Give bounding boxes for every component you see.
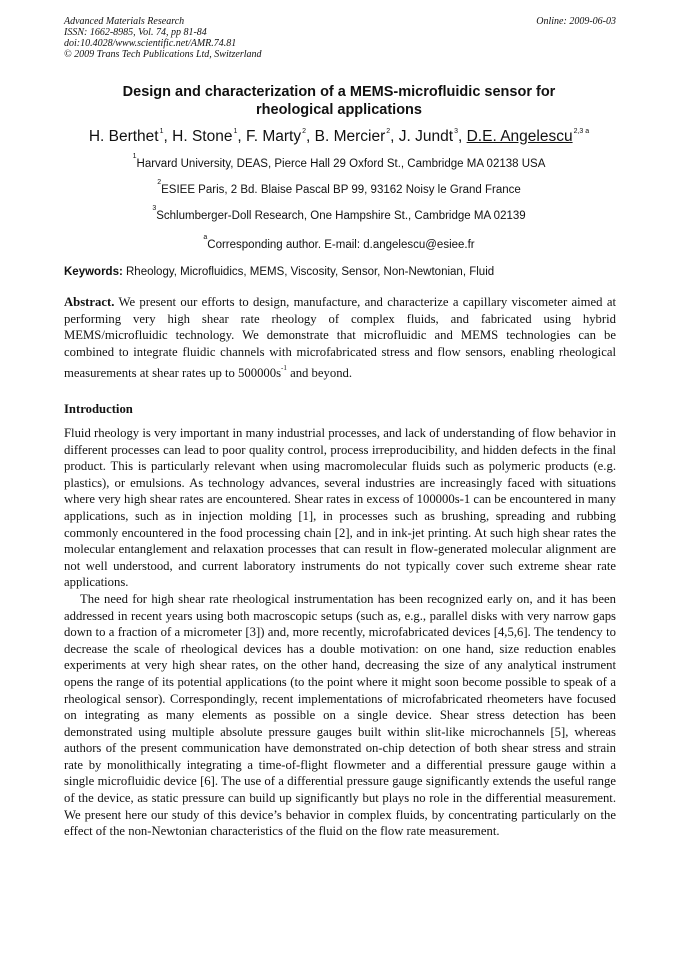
introduction-body [64,425,616,840]
author-affiliation-mark: 1 [159,128,164,135]
author-list [64,122,614,147]
title-line-1: Design and characterization of a MEMS-microfluidic sensor for [122,84,556,100]
affiliation-mark: a [203,234,208,241]
author-affiliation-mark: 2 [386,128,391,135]
author-separator: , [457,128,467,145]
author-separator: , [390,128,399,145]
keywords-list: Rheology, Microfluidics, MEMS, Viscosity, Sensor, Non-Newtonian, Fluid [126,266,495,278]
online-date: Online: 2009-06-03 [536,16,616,27]
author-affiliation-mark: 2,3 a [573,128,590,135]
corresponding-author: D.E. Angelescu [466,128,573,145]
affiliation-text: Schlumberger-Doll Research, One Hampshire St., Cambridge MA 02139 [156,210,526,222]
affiliation-2 [64,176,614,197]
author: H. Berthet [88,128,159,145]
abstract-unit-exponent: -1 [281,364,287,373]
paper-title [64,83,614,119]
affiliation-mark: 3 [152,205,157,212]
author-affiliation-mark: 2 [302,128,307,135]
affiliation-1 [64,150,614,171]
author: B. Mercier [314,128,386,145]
affiliation-mark: 1 [132,153,137,160]
author: H. Stone [172,128,233,145]
affiliation-mark: 2 [157,179,162,186]
affiliation-text: Harvard University, DEAS, Pierce Hall 29 Oxford St., Cambridge MA 02138 USA [136,158,546,170]
issn-line: ISSN: 1662-8985, Vol. 74, pp 81-84 [64,27,207,38]
abstract [64,294,616,382]
author-affiliation-mark: 3 [454,128,458,135]
affiliation-text: Corresponding author. E-mail: d.angelescu@esiee.fr [207,239,475,251]
keywords-label: Keywords: [64,266,123,278]
affiliation-3 [64,202,614,223]
paragraph: Fluid rheology is very important in many industrial processes, and lack of understanding of flow behavior in different processes can lead to poor quality control, process irreproducibility, and hidden defects in the final product. This is particularly relevant when using macromolecular fluids such as polymeric products (e.g. plastics), or emulsions. As technology advances, several industries are increasingly faced with situations where very high shear rates are encountered. Shear rates in excess of 100000s-1 can be encountered in many applications, such as in injection molding [1], in processes such as brushing, spreading and rubbing commonly encountered in the food processing chain [2], and in ink-jet printing. At such high shear rates the molecular entanglement and relaxation processes that can result in flow-generated molecular alignment are not well understood, and current laboratory instruments do not typically cover such extreme shear rate applications. [64,426,616,590]
journal-name: Advanced Materials Research [64,16,185,27]
journal-header [64,16,616,60]
paragraph: The need for high shear rate rheological instrumentation has been recognized early on, and it has been addressed in recent years using both macroscopic setups (such as, e.g., parallel disks with very narrow gaps down to a fraction of a micrometer [3]) and, more recently, microfabricated devices [4,5,6]. The tendency to decrease the scale of rheological devices has a double motivation: on one hand, size reduction enables experiments at very high shear rates, on the other hand, decreasing the size of any analytical instrument opens the range of its potential applications (to the point where it might soon become possible to speak of a rheological sensor). Correspondingly, recent implementations of microfabricated rheometers have focused on integrating as many elements as possible on a single device. Shear stress detection has been demonstrated using multiple absolute pressure gauges built within slit-like microchannels [5], whereas authors of the present communication have demonstrated on-chip detection of both shear stress and strain rate by monolithically integrating a time-of-flight flowmeter and a differential pressure gauge within a single microfluidic device [6]. The use of a differential pressure gauge significantly extends the useful range of the device, as static pressure can build up significantly but plays no role in the differential measurement. We present here our study of this device’s behavior in complex fluids, by concentrating particularly on the effect of the non-Newtonian characteristics of the fluid on the flow rate measurement. [64,591,616,839]
author: J. Jundt [398,128,454,145]
title-line-2: rheological applications [256,102,422,118]
keywords [64,265,616,279]
abstract-label: Abstract. [64,295,115,309]
corresponding-author-email [64,231,614,252]
copyright-line: © 2009 Trans Tech Publications Ltd, Switzerland [64,49,262,60]
author-affiliation-mark: 1 [233,128,238,135]
author-separator: , [306,128,315,145]
section-heading-introduction: Introduction [64,402,133,416]
abstract-end: and beyond. [286,366,353,381]
author-separator: , [163,128,173,145]
affiliation-text: ESIEE Paris, 2 Bd. Blaise Pascal BP 99, 93162 Noisy le Grand France [161,184,521,196]
author: F. Marty [245,128,302,145]
abstract-text: We present our efforts to design, manufacture, and characterize a capillary viscometer aimed at performing very high shear rate rheology of complex fluids, and fabricated using hybrid MEMS/microfluidic technology. We demonstrate that microfluidic and MEMS technologies can be combined to integrate fluidic channels with microfabricated stress and flow sensors, enabling rheological measurements at shear rates up to 500000s [64,295,616,381]
author-separator: , [237,128,246,145]
doi-line: doi:10.4028/www.scientific.net/AMR.74.81 [64,38,237,49]
